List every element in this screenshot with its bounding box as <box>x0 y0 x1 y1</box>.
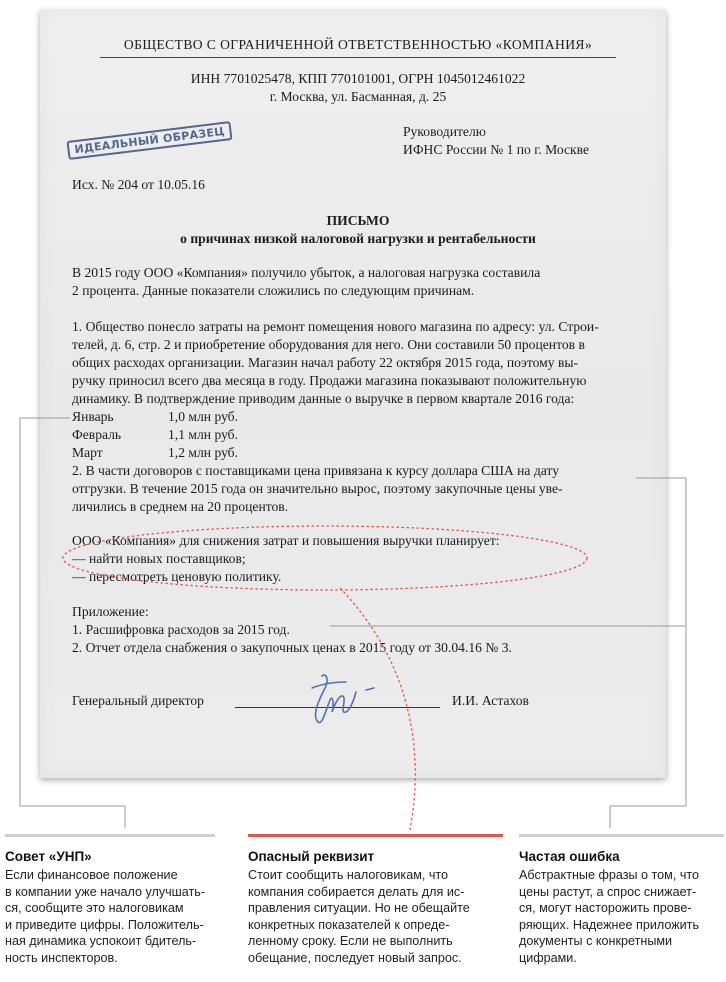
company-address: г. Москва, ул. Басманная, д. 25 <box>269 89 447 104</box>
connector-center <box>340 588 415 830</box>
plans-line: ООО «Компания» для снижения затрат и повышения выручки планирует: <box>72 533 500 548</box>
annotation-body <box>519 867 724 966</box>
annotation-line: ность инспекторов. <box>5 950 118 965</box>
annotation-rule <box>519 834 724 837</box>
annotation-tip <box>5 834 215 966</box>
sample-stamp: ИДЕАЛЬНЫЙ ОБРАЗЕЦ <box>66 121 232 160</box>
annotation-title: Частая ошибка <box>519 849 620 864</box>
attachment-item: 2. Отчет отдела снабжения о закупочных ценах в 2015 году от 30.04.16 № 3. <box>72 640 512 655</box>
annotation-title: Опасный реквизит <box>248 849 375 864</box>
revenue-value: 1,2 млн руб. <box>168 445 238 460</box>
plans-line: — найти новых поставщиков; <box>72 551 246 566</box>
annotation-line: документы с конкретными <box>519 934 673 948</box>
revenue-value: 1,1 млн руб. <box>168 427 238 442</box>
annotation-danger <box>248 834 503 966</box>
point1-line: ручку приносил всего два месяца в году. Продажи магазина показывают положительную <box>72 373 587 388</box>
annotation-body <box>248 867 503 966</box>
attachment-item: 1. Расшифровка расходов за 2015 год. <box>72 622 290 637</box>
annotation-line: в компании уже начало улучшать- <box>5 884 206 899</box>
attachments-label: Приложение: <box>72 604 149 619</box>
revenue-month: Январь <box>72 409 114 424</box>
annotation-line: цифрами. <box>519 950 577 965</box>
company-requisites: ИНН 7701025478, КПП 770101001, ОГРН 1045012461022 <box>190 71 526 86</box>
outgoing-number: Исх. № 204 от 10.05.16 <box>72 177 205 192</box>
letter-subtitle: о причинах низкой налоговой нагрузки и рентабельности <box>180 231 536 246</box>
annotation-rule <box>5 834 215 837</box>
point2-line: 2. В части договоров с поставщиками цена привязана к курсу доллара США на дату <box>72 463 559 478</box>
point1-line: 1. Общество понесло затраты на ремонт помещения нового магазина по адресу: ул. Строи- <box>72 319 599 334</box>
plans-highlight <box>63 526 587 590</box>
plans-line: — пересмотреть ценовую политику. <box>72 569 282 584</box>
annotation-line: ся, могут насторожить прове- <box>519 901 692 915</box>
annotation-line: ная динамика успокоит бдитель- <box>5 934 197 948</box>
signer-name: И.И. Астахов <box>452 693 529 708</box>
annotation-line: цены растут, а спрос снижает- <box>519 884 697 899</box>
annotation-line: обещание, последует новый запрос. <box>248 950 462 965</box>
annotation-line: и приведите цифры. Положитель- <box>5 917 204 932</box>
intro-line: 2 процента. Данные показатели сложились по следующим причинам. <box>72 283 475 298</box>
point2-line: отгрузки. В течение 2015 года он значительно вырос, поэтому закупочные цены уве- <box>72 481 563 496</box>
point1-line: общих расходах организации. Магазин начал работу 22 октября 2015 года, поэтому вы- <box>72 355 579 370</box>
annotation-body <box>5 867 215 966</box>
intro-line: В 2015 году ООО «Компания» получило убыток, а налоговая нагрузка составила <box>72 265 541 280</box>
point2-line: личились в среднем на 20 процентов. <box>72 499 289 514</box>
annotation-rule <box>248 834 503 837</box>
point1-line: телей, д. 6, стр. 2 и приобретение оборудования для него. Они составили 50 процентов в <box>72 337 585 352</box>
signer-title: Генеральный директор <box>72 693 204 708</box>
point1-line: динамику. В подтверждение приводим данные о выручке в первом квартале 2016 года: <box>72 391 575 406</box>
letter-title: ПИСЬМО <box>326 213 390 228</box>
annotation-line: ся, сообщите это налоговикам <box>5 901 184 915</box>
annotation-line: правления ситуации. Но не обещайте <box>248 901 470 915</box>
connector-left <box>20 418 125 828</box>
annotation-title: Совет «УНП» <box>5 849 92 864</box>
annotation-line: ленному сроку. Если не выполнить <box>248 934 453 948</box>
annotation-line: Абстрактные фразы о том, что <box>519 868 700 882</box>
annotation-line: Если финансовое положение <box>5 868 178 882</box>
annotation-line: компания собирается делать для ис- <box>248 884 465 899</box>
company-header: ОБЩЕСТВО С ОГРАНИЧЕННОЙ ОТВЕТСТВЕННОСТЬЮ «КОМПАНИЯ» <box>100 37 616 58</box>
annotation-line: конкретных показателей к опреде- <box>248 917 450 932</box>
revenue-value: 1,0 млн руб. <box>168 409 238 424</box>
annotation-mistake <box>519 834 724 966</box>
connector-right <box>610 478 686 828</box>
annotation-line: Стоит сообщить налоговикам, что <box>248 868 449 882</box>
revenue-month: Февраль <box>72 427 122 442</box>
recipient-line-1: Руководителю <box>403 124 486 139</box>
revenue-month: Март <box>72 445 103 460</box>
recipient-line-2: ИФНС России № 1 по г. Москве <box>403 142 589 157</box>
annotation-line: ряющих. Надежнее приложить <box>519 917 700 932</box>
